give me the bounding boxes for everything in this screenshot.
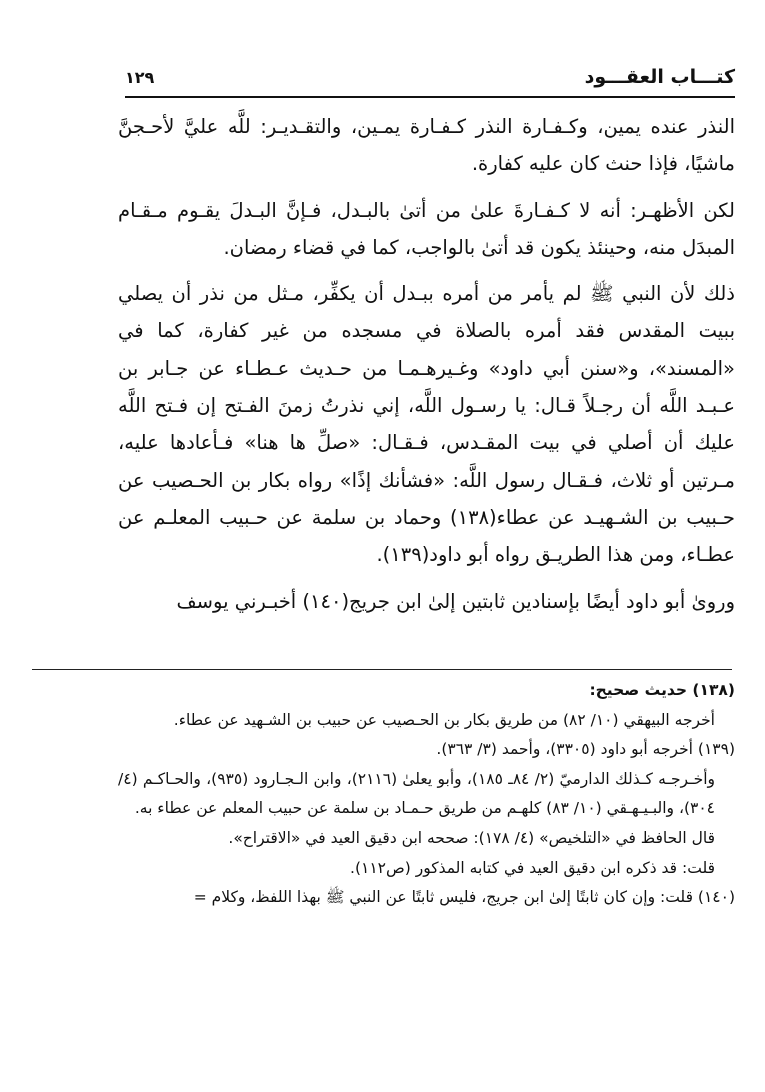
running-header	[125, 66, 735, 94]
footnote-line: وأخـرجـه كـذلك الدارميّ (٢/ ٨٤ـ ١٨٥)، وأبو يعلىٰ (٢١١٦)، وابن الـجـارود (٩٣٥)، والحـاكـم (٤/ ٣٠٤)، والبـيـهـقي (١٠/ ٨٣) كلهـم من طريق حـمـاد بن سلمة عن حبيب المعلم عن عطاء به.	[118, 769, 715, 818]
paragraph: النذر عنده يمين، وكـفـارة النذر كـفـارة يمـين، والتقـديـر: للَّه عليَّ لأحـجنَّ ماشيًا، فإذا حنث كان عليه كفارة.	[118, 115, 735, 176]
footnote-heading: (١٣٨) حديث صحيح:	[589, 681, 735, 699]
footnote-line: (١٤٠) قلت: وإن كان ثابتًا إلىٰ ابن جريج، فليس ثابتًا عن النبي ﷺ بهذا اللفظ، وكلام =	[193, 888, 735, 907]
footnotes	[118, 676, 735, 913]
footnote-separator	[32, 669, 732, 670]
paragraph: وروىٰ أبو داود أيضًا بإسنادين ثابتين إلىٰ ابن جريج(١٤٠) أخبـرني يوسف	[176, 589, 735, 613]
footnote-line: (١٣٩) أخرجه أبو داود (٣٣٠٥)، وأحمد (٣/ ٣٦٣).	[436, 740, 735, 759]
paragraph: ذلك لأن النبي ﷺ لم يأمر من أمره ببـدل أن يكفِّر، مـثل من نذر أن يصلي ببيت المقدس فقد أمره بالصلاة في مسجده من غير كفارة، كما في «المسند»، و«سنن أبي داود» وغـيرهـمـا من حـديث عـطـاء عن جـابر بن عـبـد اللَّه أن رجـلاً قـال: يا رسـول اللَّه، إني نذرتُ زمنَ الفـتح إن فـتح اللَّه عليك أن أصلي في بيت المقـدس، فـقـال: «صلِّ ها هنا» فـأعادها عليه، مـرتين أو ثلاث، فـقـال رسول اللَّه: «فشأنك إذًا» رواه بكار بن الحـصيب عن حـبيب بن الشـهيـد عن عطاء(١٣٨) وحماد بن سلمة عن حـبيب المعلـم عن عطـاء، ومن هذا الطريـق رواه أبو داود(١٣٩).	[118, 282, 735, 567]
paragraph: لكن الأظهـر: أنه لا كـفـارةَ علىٰ من أتىٰ بالبـدل، فـإنَّ البـدلَ يقـوم مـقـام المبدَل منه، وحينئذ يكون قد أتىٰ بالواجب، كما في قضاء رمضان.	[118, 198, 735, 259]
header-rule	[125, 96, 735, 98]
main-text	[118, 108, 735, 629]
footnote-line: أخرجه البيهقي (١٠/ ٨٢) من طريق بكار بن الحـصيب عن حبيب بن الشـهيد عن عطاء.	[173, 710, 715, 729]
footnote-line: قلت: قد ذكره ابن دقيق العيد في كتابه المذكور (ص١١٢).	[350, 858, 715, 877]
running-title: كتـــاب العقـــود	[584, 66, 735, 88]
page-number: ١٢٩	[125, 68, 155, 87]
footnote-line: قال الحافظ في «التلخيص» (٤/ ١٧٨): صححه ابن دقيق العيد في «الاقتراح».	[228, 828, 715, 847]
